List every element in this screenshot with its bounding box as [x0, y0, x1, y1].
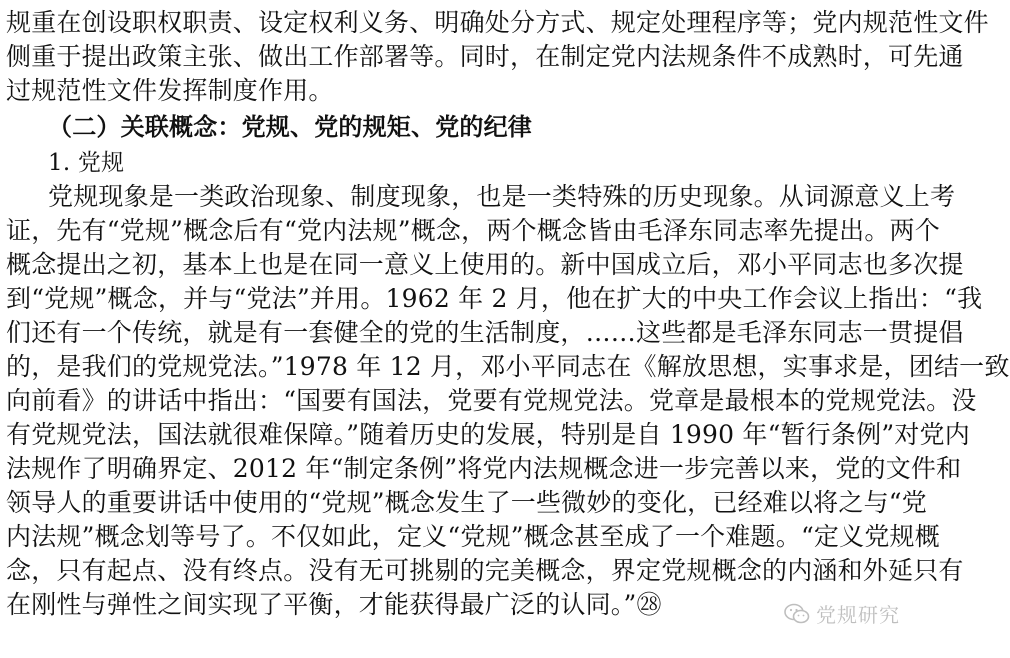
- paragraph-line: 到“党规”概念，并与“党法”并用。1962 年 2 月，他在扩大的中央工作会议上指出：“我: [6, 284, 983, 313]
- paragraph-line: 向前看》的讲话中指出：“国要有国法，党要有党规党法。党章是最根本的党规党法。没: [6, 386, 977, 415]
- paragraph-line: 过规范性文件发挥制度作用。: [6, 76, 334, 105]
- paragraph-line: 概念提出之初，基本上也是在同一意义上使用的。新中国成立后，邓小平同志也多次提: [6, 250, 964, 279]
- paragraph-line: 领导人的重要讲话中使用的“党规”概念发生了一些微妙的变化，已经难以将之与“党: [6, 488, 927, 517]
- paragraph-line: 内法规”概念划等号了。不仅如此，定义“党规”概念甚至成了一个难题。“定义党规概: [6, 522, 940, 551]
- paragraph-line: 证，先有“党规”概念后有“党内法规”概念，两个概念皆由毛泽东同志率先提出。两个: [6, 216, 940, 245]
- paragraph-line-last: [6, 588, 906, 622]
- paragraph-line: 法规作了明确界定、2012 年“制定条例”将党内法规概念进一步完善以来，党的文件和: [6, 454, 962, 483]
- paragraph-line: 党规现象是一类政治现象、制度现象，也是一类特殊的历史现象。从词源意义上考: [48, 182, 956, 211]
- paragraph-line: 念，只有起点、没有终点。没有无可挑剔的完美概念，界定党规概念的内涵和外延只有: [6, 556, 964, 585]
- footnote-mark: ㉘: [636, 590, 662, 619]
- watermark: [784, 599, 900, 628]
- paragraph-line: 们还有一个传统，就是有一套健全的党的生活制度，……这些都是毛泽东同志一贯提倡: [6, 318, 964, 347]
- paragraph-line: 侧重于提出政策主张、做出工作部署等。同时，在制定党内法规条件不成熟时，可先通: [6, 42, 964, 71]
- paragraph-line: 规重在创设职权职责、设定权利义务、明确处分方式、规定处理程序等；党内规范性文件: [6, 8, 989, 37]
- section-heading: （二）关联概念：党规、党的规矩、党的纪律: [48, 113, 532, 141]
- subsection-heading: 1. 党规: [48, 150, 125, 176]
- paragraph-text: 在刚性与弹性之间实现了平衡，才能获得最广泛的认同。”: [6, 590, 637, 619]
- paragraph-line: 有党规党法，国法就很难保障。”随着历史的发展，特别是自 1990 年“暂行条例”对党内: [6, 420, 970, 449]
- paragraph-line: 的，是我们的党规党法。”1978 年 12 月，邓小平同志在《解放思想，实事求是，团结一致: [6, 352, 1010, 381]
- wechat-icon: [784, 603, 810, 625]
- watermark-text: 党规研究: [816, 603, 900, 627]
